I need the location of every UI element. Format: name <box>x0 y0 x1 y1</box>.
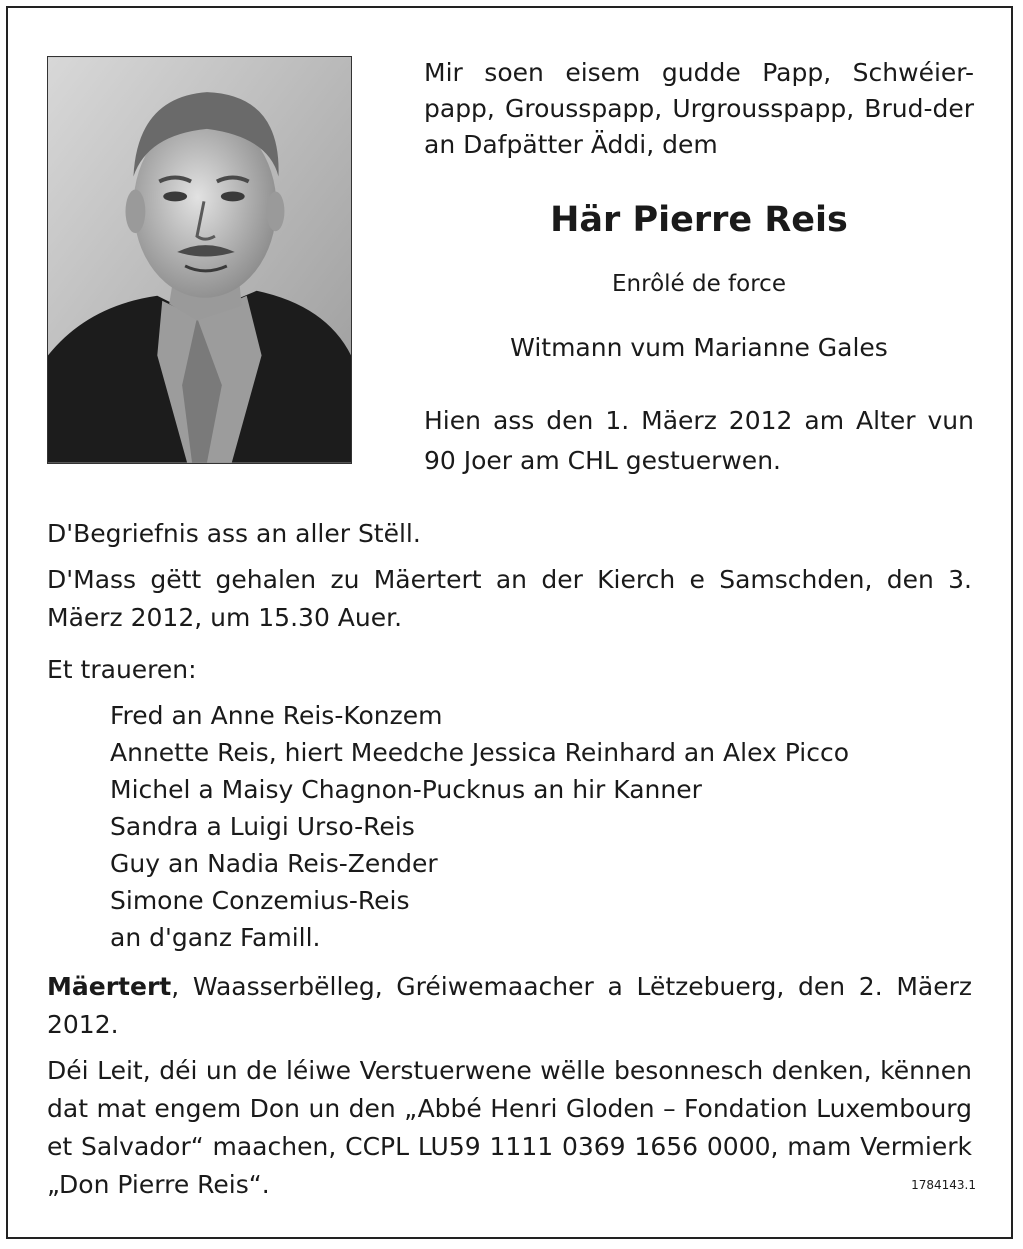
reference-number: 1784143.1 <box>911 1178 976 1192</box>
mourner-item: Simone Conzemius-Reis <box>110 886 410 915</box>
mourner-item: Michel a Maisy Chagnon-Pucknus an hir Kanner <box>110 775 702 804</box>
mourners-intro: Et traueren: <box>47 655 197 684</box>
mourner-item: Fred an Anne Reis-Konzem <box>110 701 443 730</box>
mourner-item: Guy an Nadia Reis-Zender <box>110 849 438 878</box>
death-notice: Hien ass den 1. Mäerz 2012 am Alter vun 90 Joer am CHL gestuerwen. <box>424 406 974 475</box>
mourners-list <box>110 697 970 956</box>
donation-text: Déi Leit, déi un de léiwe Verstuerwene wëlle besonnesch denken, kënnen dat mat engem Don un den „Abbé Henri Gloden – Fondation Luxembourg et Salvador“ maachen, CCPL LU59 1111 0369 1656 0000, mam Vermierk „Don Pierre Reis“. <box>47 1056 972 1199</box>
place-city: Mäertert <box>47 972 172 1001</box>
mourner-item: Annette Reis, hiert Meedche Jessica Reinhard an Alex Picco <box>110 738 850 767</box>
portrait-photo <box>47 56 352 464</box>
mass-text: D'Mass gëtt gehalen zu Mäertert an der Kierch e Samschden, den 3. Mäerz 2012, um 15.30 Auer. <box>47 565 972 632</box>
widower-line: Witmann vum Marianne Gales <box>510 333 888 362</box>
place-rest: , Waasserbëlleg, Gréiwemaacher a Lëtzebuerg, den 2. Mäerz 2012. <box>47 972 972 1039</box>
place-date-line <box>47 968 972 1044</box>
subtitle: Enrôlé de force <box>612 271 786 297</box>
mourner-item: Sandra a Luigi Urso-Reis <box>110 812 415 841</box>
deceased-name: Här Pierre Reis <box>550 200 848 240</box>
mourner-item: an d'ganz Famill. <box>110 923 321 952</box>
funeral-text: D'Begriefnis ass an aller Stëll. <box>47 519 421 548</box>
intro-text: Mir soen eisem gudde Papp, Schwéier-papp, Grousspapp, Urgrousspapp, Brud-der an Dafpätter Äddi, dem <box>424 58 974 159</box>
